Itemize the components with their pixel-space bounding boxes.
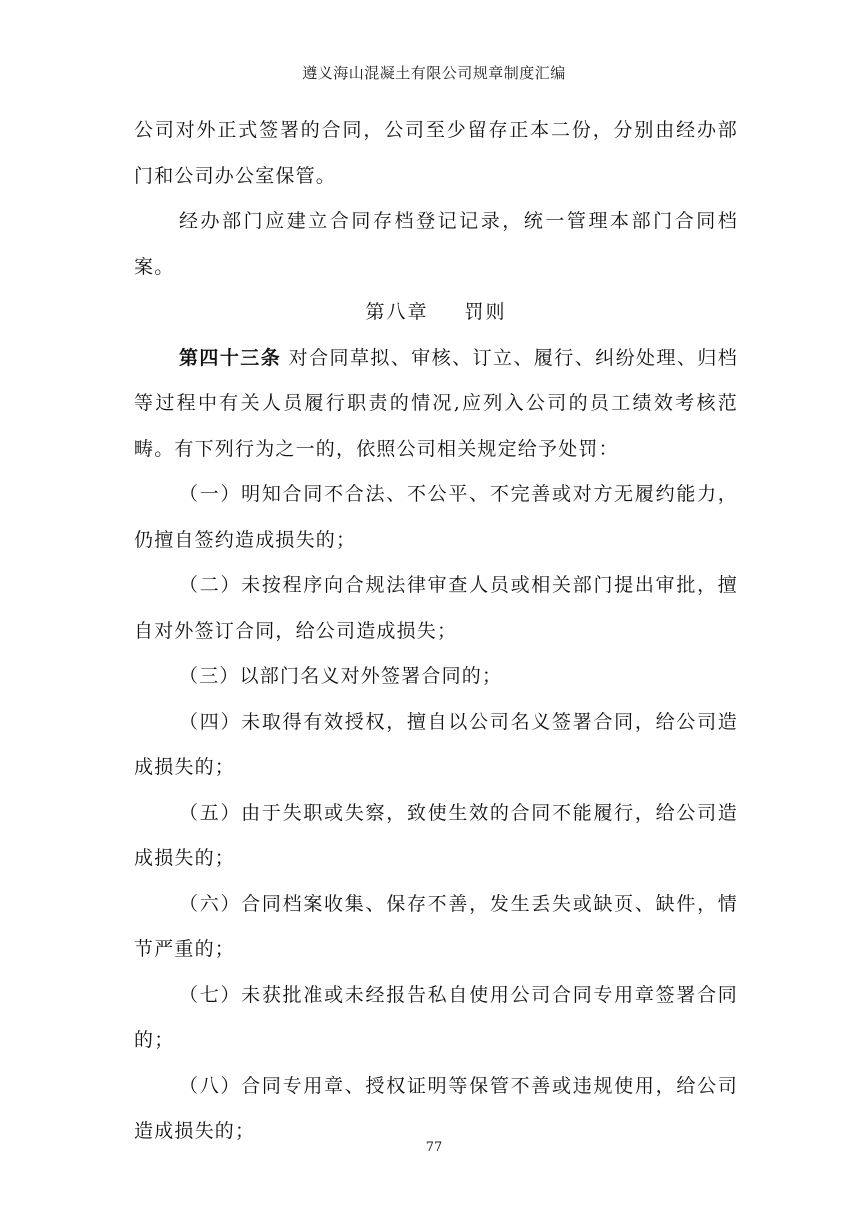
article-label: 第四十三条	[179, 346, 282, 369]
list-item: （一）明知合同不合法、不公平、不完善或对方无履约能力，仍擅自签约造成损失的；	[134, 483, 738, 551]
list-item: （七）未获批准或未经报告私自使用公司合同专用章签署合同的；	[134, 983, 738, 1051]
article-43	[134, 336, 738, 473]
list-item: （三）以部门名义对外签署合同的；	[179, 665, 503, 687]
page-number: 77	[425, 1140, 443, 1155]
list-item: （六）合同档案收集、保存不善，发生丢失或缺页、缺件，情节严重的；	[134, 892, 738, 960]
chapter-number: 第八章	[365, 301, 429, 323]
paragraph-archive-records: 经办部门应建立合同存档登记记录，统一管理本部门合同档案。	[134, 210, 738, 278]
chapter-heading	[134, 290, 738, 336]
paragraph-contract-copies: 公司对外正式签署的合同，公司至少留存正本二份，分别由经办部门和公司办公室保管。	[134, 119, 738, 187]
chapter-title: 罚则	[464, 301, 507, 323]
list-item: （四）未取得有效授权，擅自以公司名义签署合同，给公司造成损失的；	[134, 710, 738, 778]
article-text: 对合同草拟、审核、订立、履行、纠纷处理、归档等过程中有关人员履行职责的情况,应列入公司的员工绩效考核范畴。有下列行为之一的，依照公司相关规定给予处罚：	[134, 346, 738, 460]
document-header: 遵义海山混凝土有限公司规章制度汇编	[302, 64, 566, 82]
list-item: （二）未按程序向合规法律审查人员或相关部门提出审批，擅自对外签订合同，给公司造成损失；	[134, 574, 738, 642]
list-item: （五）由于失职或失察，致使生效的合同不能履行，给公司造成损失的；	[134, 801, 738, 869]
list-item: （八）合同专用章、授权证明等保管不善或违规使用，给公司造成损失的；	[134, 1074, 738, 1142]
document-body	[134, 108, 738, 1155]
